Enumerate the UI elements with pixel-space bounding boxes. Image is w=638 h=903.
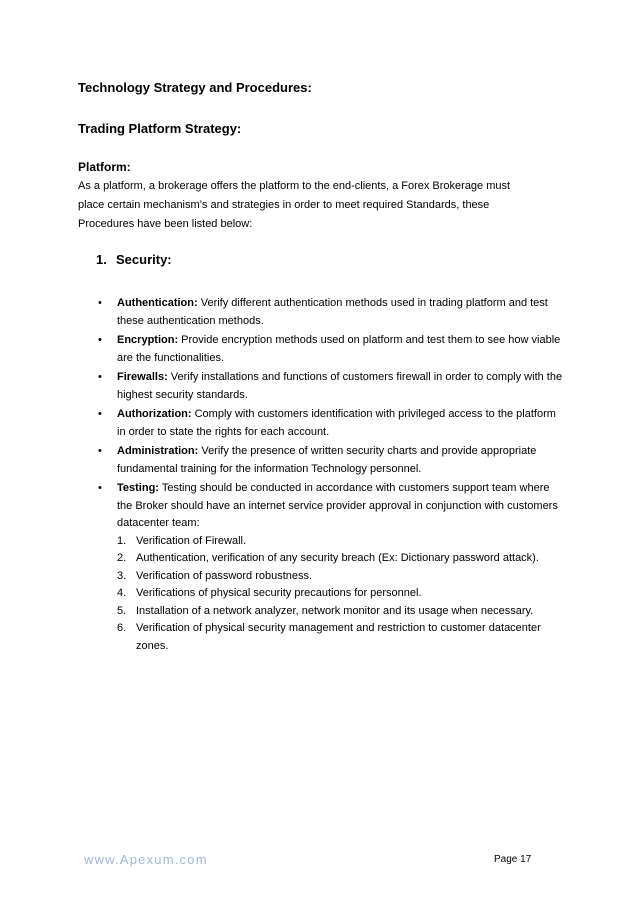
bullet-text: Verify the presence of written security charts and provide appropriate fundamental training for the information Technology personnel. xyxy=(117,445,537,475)
step-text: Verification of password robustness. xyxy=(136,569,313,582)
testing-steps-list xyxy=(117,533,566,656)
page-number: Page 17 xyxy=(494,854,532,865)
list-item xyxy=(117,603,566,621)
bullet-text: Verify different authentication methods used in trading platform and test these authentication methods. xyxy=(117,297,548,327)
step-number: 1. xyxy=(117,534,127,547)
bullet-icon: • xyxy=(98,371,102,383)
security-bullet-list xyxy=(96,295,566,657)
list-item xyxy=(96,480,566,655)
list-item xyxy=(117,568,566,586)
list-item xyxy=(96,369,566,404)
intro-line: As a platform, a brokerage offers the platform to the end-clients, a Forex Brokerage must xyxy=(78,180,511,192)
bullet-text: Provide encryption methods used on platform and test them to see how viable are the functionalities. xyxy=(117,334,561,364)
intro-paragraph xyxy=(78,177,558,234)
bullet-text: Comply with customers identification with privileged access to the platform in order to state the rights for each account. xyxy=(117,408,556,438)
bullet-label: Encryption: xyxy=(117,334,179,346)
step-text: Verification of Firewall. xyxy=(136,534,247,547)
bullet-icon: • xyxy=(98,482,102,494)
list-item xyxy=(96,443,566,478)
step-text: Verifications of physical security precautions for personnel. xyxy=(136,587,422,599)
section-number: 1. xyxy=(96,252,107,267)
list-item xyxy=(96,332,566,367)
bullet-label: Administration: xyxy=(117,445,199,457)
list-item xyxy=(117,533,566,551)
bullet-label: Authentication: xyxy=(117,297,198,309)
bullet-text: Testing should be conducted in accordance with customers support team where the Broker should have an internet service provider approval in conjunction with customers datacenter team: xyxy=(117,482,558,529)
bullet-label: Firewalls: xyxy=(117,371,168,383)
step-text: Installation of a network analyzer, network monitor and its usage when necessary. xyxy=(136,604,534,617)
bullet-label: Authorization: xyxy=(117,408,192,420)
list-item xyxy=(117,585,566,603)
section-title: Security: xyxy=(116,252,172,267)
list-item xyxy=(117,550,566,568)
bullet-icon: • xyxy=(98,297,102,309)
list-item xyxy=(96,406,566,441)
step-number: 5. xyxy=(117,604,127,617)
list-item xyxy=(117,620,566,655)
bullet-text: Verify installations and functions of customers firewall in order to comply with the highest security standards. xyxy=(117,371,563,401)
bullet-icon: • xyxy=(98,445,102,457)
list-item xyxy=(96,295,566,330)
step-number: 2. xyxy=(117,552,127,564)
bullet-label: Testing: xyxy=(117,482,159,494)
page-heading: Technology Strategy and Procedures: xyxy=(78,80,312,95)
section-heading: Trading Platform Strategy: xyxy=(78,121,242,136)
step-number: 4. xyxy=(117,587,127,599)
numbered-section-title xyxy=(96,252,172,267)
bullet-icon: • xyxy=(98,334,102,346)
intro-line: place certain mechanism’s and strategies in order to meet required Standards, these xyxy=(78,199,490,211)
intro-line: Procedures have been listed below: xyxy=(78,218,253,230)
step-number: 3. xyxy=(117,569,127,582)
subsection-heading: Platform: xyxy=(78,160,131,174)
footer-website: www.Apexum.com xyxy=(84,852,208,867)
step-number: 6. xyxy=(117,622,127,634)
step-text: Authentication, verification of any security breach (Ex: Dictionary password attack). xyxy=(136,552,539,564)
step-text: Verification of physical security management and restriction to customer datacenter zones. xyxy=(136,622,541,652)
bullet-icon: • xyxy=(98,408,102,420)
